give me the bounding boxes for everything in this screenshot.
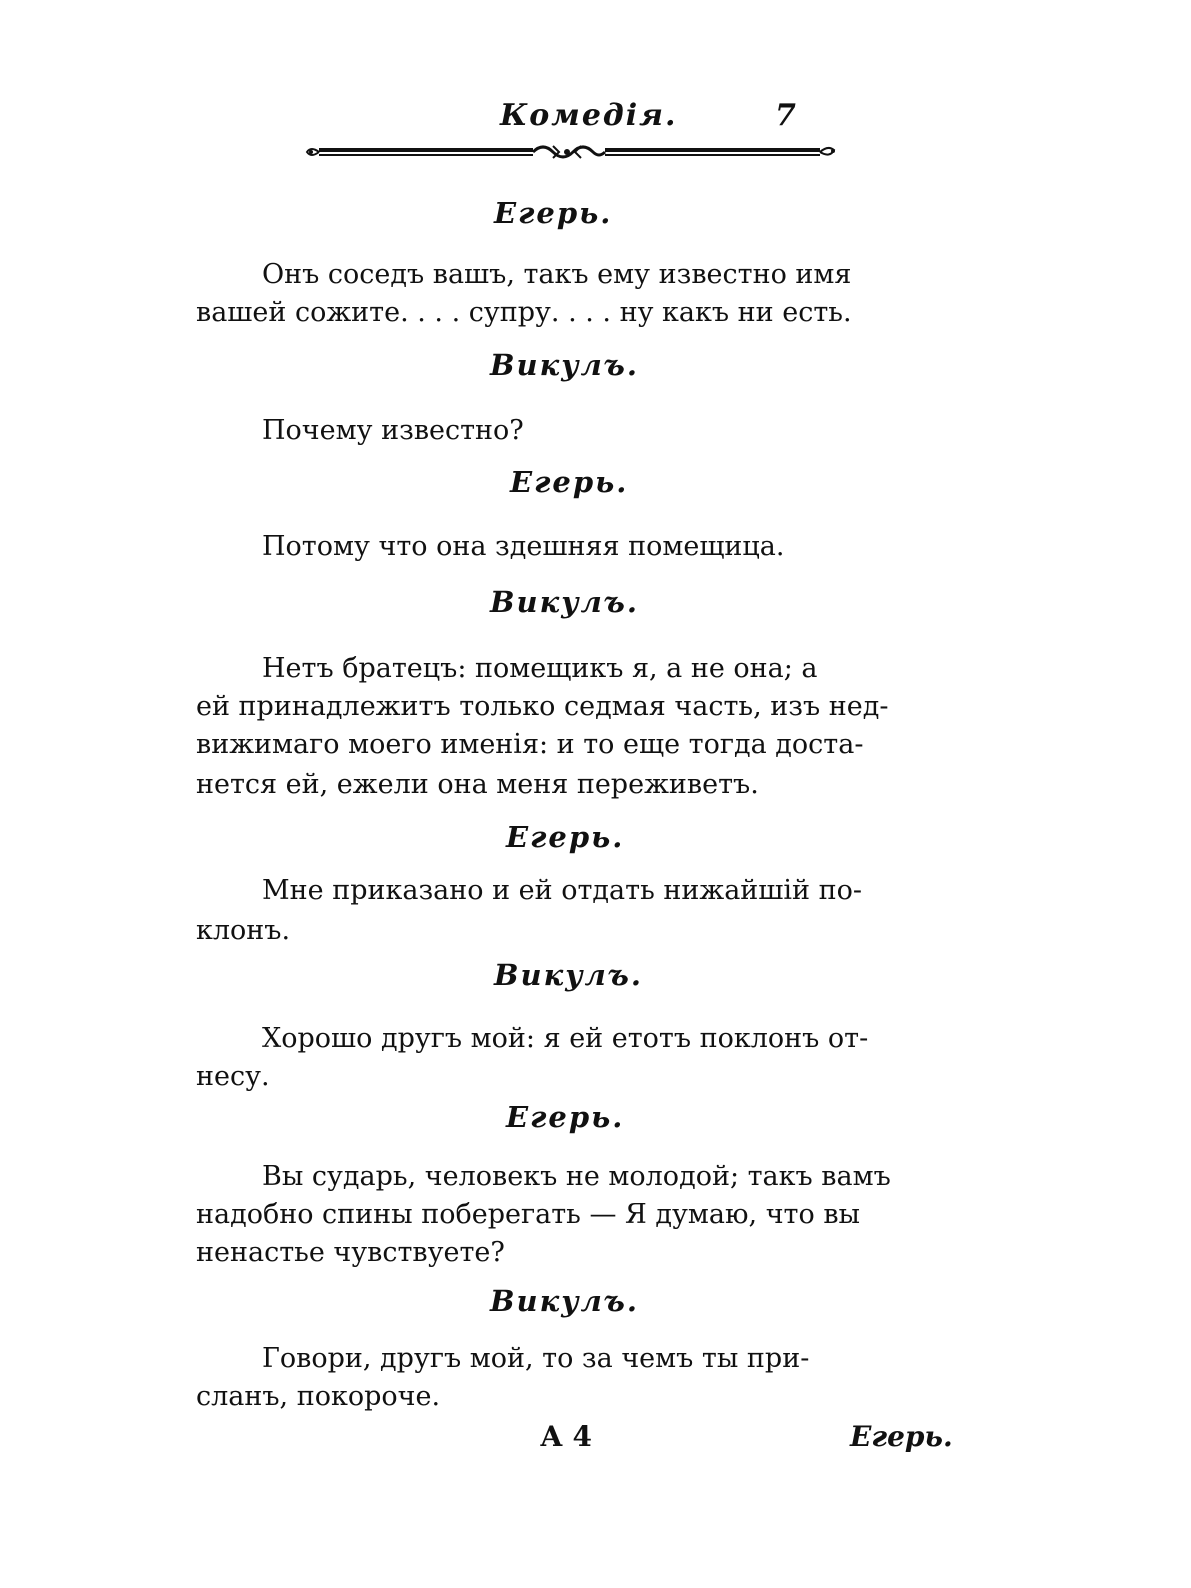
dialogue-line: вижимаго моего именія: и то еще тогда доста-	[196, 729, 864, 760]
dialogue-line: нется ей, ежели она меня переживетъ.	[196, 769, 759, 800]
dialogue-line: Почему известно?	[262, 415, 524, 446]
dialogue-line: Онъ соседъ вашъ, такъ ему известно имя	[262, 259, 852, 290]
dialogue-line: Мне приказано и ей отдать нижайшій по-	[262, 875, 862, 906]
dialogue-line: сланъ, покороче.	[196, 1381, 441, 1412]
page-number: 7	[775, 98, 796, 133]
dialogue-line: клонъ.	[196, 915, 291, 946]
dialogue-line: несу.	[196, 1061, 270, 1092]
decorative-rule-icon	[305, 138, 845, 166]
dialogue-line: Потому что она здешняя помещица.	[262, 531, 785, 562]
speaker-name: Викулъ.	[490, 1284, 639, 1318]
running-title: Комедія.	[500, 98, 678, 133]
printer-signature-mark: А 4	[540, 1420, 593, 1453]
dialogue-line: надобно спины поберегать — Я думаю, что вы	[196, 1199, 861, 1230]
speaker-name: Викулъ.	[490, 585, 639, 619]
dialogue-line: Говори, другъ мой, то за чемъ ты при-	[262, 1343, 810, 1374]
dialogue-line: Вы сударь, человекъ не молодой; такъ вамъ	[262, 1161, 891, 1192]
speaker-name: Егерь.	[506, 820, 625, 854]
speaker-name: Егерь.	[494, 196, 613, 230]
dialogue-line: ненастье чувствуете?	[196, 1237, 505, 1268]
speaker-name: Викулъ.	[494, 958, 643, 992]
dialogue-line: Нетъ братецъ: помещикъ я, а не она; а	[262, 653, 818, 684]
dialogue-line: вашей сожите. . . . супру. . . . ну какъ ни есть.	[196, 297, 852, 328]
speaker-name: Викулъ.	[490, 348, 639, 382]
catchword: Егерь.	[850, 1420, 953, 1453]
speaker-name: Егерь.	[506, 1100, 625, 1134]
speaker-name: Егерь.	[510, 465, 629, 499]
dialogue-line: ей принадлежитъ только седмая часть, изъ нед-	[196, 691, 889, 722]
dialogue-line: Хорошо другъ мой: я ей етотъ поклонъ от-	[262, 1023, 869, 1054]
